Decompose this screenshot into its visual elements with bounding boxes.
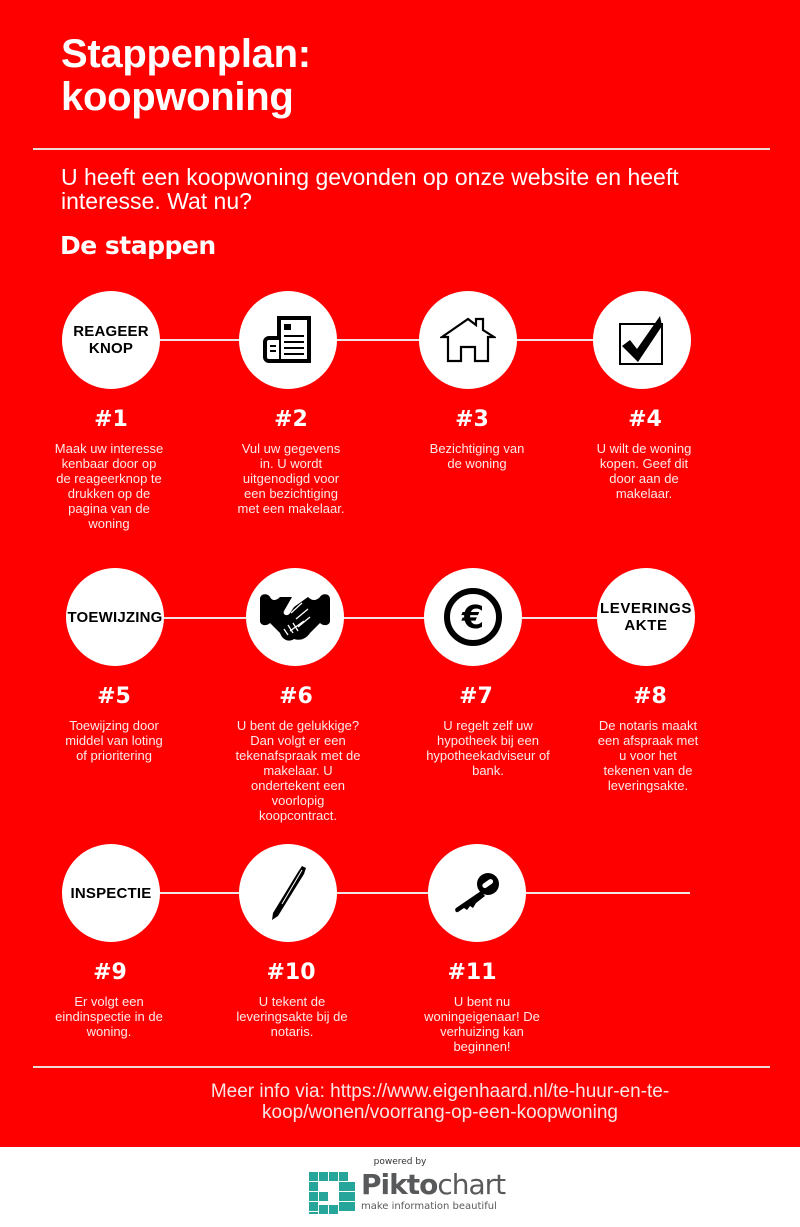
pen-icon: [268, 864, 308, 922]
brand-bold: Pikto: [361, 1168, 438, 1201]
step-11-number: #11: [447, 960, 497, 985]
step-2-description: Vul uw gegevens in. U wordt uitgenodigd voor een bezichtiging met een makelaar.: [237, 441, 345, 516]
key-icon: [452, 872, 502, 914]
row-3-connector: [111, 892, 690, 894]
title-line-1: Stappenplan:: [61, 32, 311, 76]
step-9-number: #9: [93, 960, 127, 985]
step-6-number: #6: [279, 684, 313, 709]
page-title: [61, 33, 311, 119]
step-7-number: #7: [459, 684, 493, 709]
svg-text:€: €: [461, 598, 485, 636]
top-divider: [33, 148, 770, 150]
bottom-divider: [33, 1066, 770, 1068]
step-8-circle-label: LEVERINGS AKTE: [599, 600, 693, 634]
step-4-circle: [593, 291, 691, 389]
step-8-description: De notaris maakt een afspraak met u voor het tekenen van de leveringsakte.: [597, 718, 699, 793]
step-3-circle: [419, 291, 517, 389]
step-8-circle: [597, 568, 695, 666]
step-9-description: Er volgt een eindinspectie in de woning.: [55, 994, 163, 1039]
more-info-link[interactable]: Meer info via: https://www.eigenhaard.nl/te-huur-en-te-koop/wonen/voorrang-op-een-koopwoning: [210, 1081, 670, 1123]
powered-by-label: powered by: [373, 1157, 427, 1167]
document-icon: [263, 316, 313, 364]
step-4-description: U wilt de woning kopen. Geef dit door aan de makelaar.: [596, 441, 692, 501]
section-heading: De stappen: [60, 231, 216, 260]
step-5-circle-label: TOEWIJZING: [67, 608, 163, 626]
step-5-description: Toewijzing door middel van loting of prioritering: [65, 718, 163, 763]
step-10-description: U tekent de leveringsakte bij de notaris.: [236, 994, 348, 1039]
step-1-circle-label: REAGEER KNOP: [73, 323, 149, 357]
step-6-description: U bent de gelukkige?Dan volgt er een tekenafspraak met de makelaar. U ondertekent een voorlopig koopcontract.: [235, 718, 361, 823]
step-8-number: #8: [633, 684, 667, 709]
handshake-icon: [258, 591, 332, 643]
piktochart-logo-icon[interactable]: [309, 1172, 355, 1214]
piktochart-wordmark[interactable]: [361, 1170, 505, 1200]
checkbox-icon: [618, 314, 666, 366]
step-10-number: #10: [266, 960, 316, 985]
step-2-circle: [239, 291, 337, 389]
step-6-circle: [246, 568, 344, 666]
euro-icon: [442, 586, 504, 648]
step-10-circle: [239, 844, 337, 942]
step-7-description: U regelt zelf uw hypotheek bij een hypotheekadviseur of bank.: [426, 718, 550, 778]
step-9-circle: [62, 844, 160, 942]
step-1-description: Maak uw interesse kenbaar door op de reageerknop te drukken op de pagina van de woning: [54, 441, 164, 531]
row-1-connector: [111, 339, 642, 341]
piktochart-tagline: make information beautiful: [361, 1201, 497, 1212]
step-11-description: U bent nu woningeigenaar! De verhuizing kan beginnen!: [424, 994, 540, 1054]
brand-light: chart: [437, 1168, 506, 1201]
row-2-connector: [115, 617, 646, 619]
step-3-number: #3: [455, 407, 489, 432]
intro-text: U heeft een koopwoning gevonden op onze website en heeft interesse. Wat nu?: [61, 164, 679, 214]
step-3-description: Bezichtiging van de woning: [429, 441, 525, 471]
step-5-number: #5: [97, 684, 131, 709]
step-9-circle-label: INSPECTIE: [70, 884, 152, 902]
step-5-circle: [66, 568, 164, 666]
step-1-number: #1: [94, 407, 128, 432]
step-11-circle: [428, 844, 526, 942]
step-4-number: #4: [628, 407, 662, 432]
step-7-circle: [424, 568, 522, 666]
house-icon: [440, 317, 496, 363]
step-2-number: #2: [274, 407, 308, 432]
title-line-2: koopwoning: [61, 75, 294, 119]
step-1-circle: [62, 291, 160, 389]
